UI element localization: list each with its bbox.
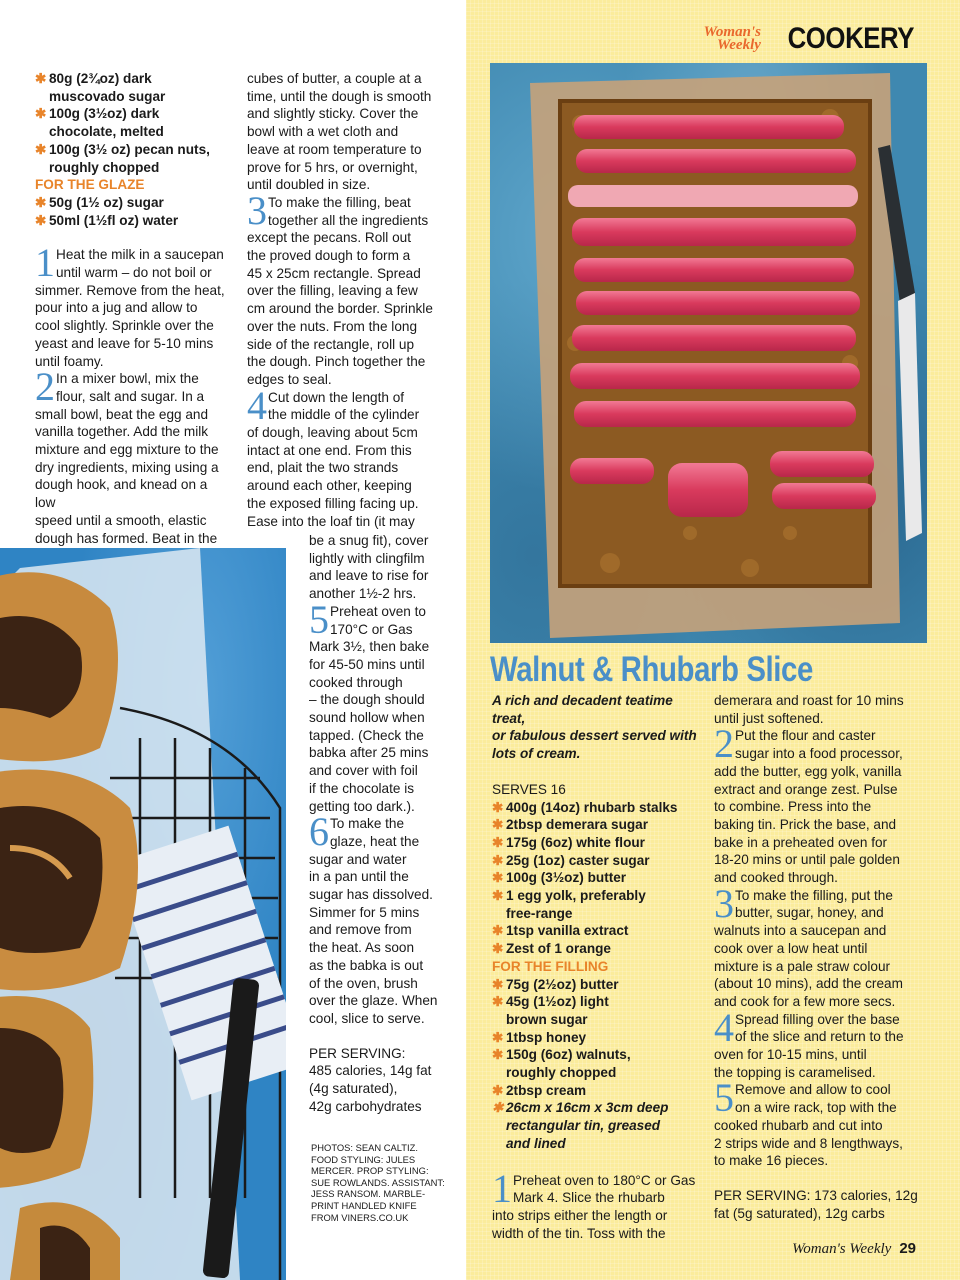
babka-step-4: 4 Cut down the length of the middle of the cylinder of dough, leaving about 5cm intact at one end. From this end, plait the two strands around each other, keeping the exposed filling facing up. Ease into the loaf tin (it may <box>247 382 420 529</box>
babka-step-5: 5 Preheat oven to 170°C or Gas Mark 3½, then bake for 45-50 mins until cooked through – the dough should sound hollow when tapped. (Check the babka after 25 mins and cover with foil if the chocolate is getting too dark.). <box>309 596 430 814</box>
ingredient-item: free-range <box>506 905 573 921</box>
babka-column-2: cubes of butter, a couple at a time, until the dough is smooth and slightly sticky. Cover the bowl with a wet cloth and leave at room temperature to prove for 5 hrs, or overnight, until doubled in size. 3 To make the filling, beat together all the ingredients except the pecans. Roll out the proved dough to form a 45 x 25cm rectangle. Spread over the filling, leaving a few cm around the border. Sprinkle over the nuts. From the long side of the rectangle, roll up the dough. Pinch together the edges to seal. 4 Cut down the length of the middle of the cylinder of dough, leaving about 5cm intact at one end. From this end, plait the two strands around each other, keeping the exposed filling facing up. Ease into the loaf tin (it may <box>247 70 452 530</box>
babka-column-2-narrow: be a snug fit), cover lightly with clingfilm and leave to rise for another 1½-2 hrs. 5 Preheat oven to 170°C or Gas Mark 3½, then bake for 45-50 mins until cooked through – the dough should sound hollow when tapped. (Check the babka after 25 mins and cover with foil if the chocolate is getting too dark.). 6 To make the glaze, heat the sugar and water in a pan until the sugar has dissolved. Simmer for 5 mins and remove from the heat. As soon as the babka is out of the oven, brush over the glaze. When cool, slice to serve. PER SERVING: 485 calories, 14g fat (4g saturated), 42g carbohydrates <box>309 532 459 1116</box>
babka-ingredients-list <box>35 70 230 229</box>
ingredient-item: ✱ 80g (2¾oz) dark <box>35 71 152 86</box>
ingredient-item: and lined <box>506 1135 566 1151</box>
asterisk-icon: ✱ <box>492 1100 504 1116</box>
rhubarb-slice-photo <box>490 63 927 643</box>
ingredient-item: ✱ 26cm x 16cm x 3cm deep <box>492 1100 669 1116</box>
masthead <box>704 22 914 56</box>
glaze-subheading: FOR THE GLAZE <box>35 177 145 193</box>
step-number: 5 <box>309 596 329 642</box>
asterisk-icon: ✱ <box>492 976 504 992</box>
slice-ingredients-list <box>492 799 704 1153</box>
asterisk-icon: ✱ <box>492 852 504 868</box>
page-number: 29 <box>899 1240 916 1257</box>
photo-credits: PHOTOS: SEAN CALTIZ. FOOD STYLING: JULES MERCER. PROP STYLING: SUE ROWLANDS. ASSISTANT: JESS RANSOM. MARBLE- PRINT HANDLED KNIFE FROM VINERS.CO.UK <box>311 1142 445 1223</box>
magazine-logo <box>704 26 761 52</box>
step-number: 1 <box>35 240 55 286</box>
ingredient-item: roughly chopped <box>49 159 160 175</box>
ingredient-item: muscovado sugar <box>49 88 166 104</box>
babka-step-2: 2 In a mixer bowl, mix the flour, salt and sugar. In a small bowl, beat the egg and vanilla together. Add the milk mixture and egg mixture to the dry ingredients, mixing using a dough hook, and knead on a low speed until a smooth, elastic dough has formed. Beat in the <box>35 364 219 546</box>
step-number: 5 <box>714 1075 734 1121</box>
ingredient-item: roughly chopped <box>506 1065 617 1081</box>
asterisk-icon: ✱ <box>492 994 504 1010</box>
ingredient-item: ✱ 2tbsp demerara sugar <box>492 817 649 833</box>
ingredient-item: ✱ 45g (1½oz) light <box>492 994 609 1010</box>
step-number: 4 <box>714 1004 734 1050</box>
step-number: 4 <box>247 382 267 428</box>
logo-line-1: Woman's <box>703 24 761 40</box>
slice-step-3: 3 To make the filling, put the butter, sugar, honey, and walnuts into a saucepan and cook over a low heat until mixture is a pale straw colour (about 10 mins), add the cream and cook for a few more secs. <box>714 880 903 1009</box>
babka-per-serving: PER SERVING: 485 calories, 14g fat (4g saturated), 42g carbohydrates <box>309 1045 432 1114</box>
ingredient-item: ✱ 150g (6oz) walnuts, <box>492 1047 631 1063</box>
ingredient-item: ✱ 100g (3½oz) butter <box>492 870 627 886</box>
ingredient-item: ✱ 175g (6oz) white flour <box>492 834 645 850</box>
asterisk-icon: ✱ <box>492 941 504 957</box>
step-number: 3 <box>247 187 267 233</box>
slice-step-1: 1 Preheat oven to 180°C or Gas Mark 4. Slice the rhubarb into strips either the length or width of the tin. Toss with the <box>492 1165 696 1241</box>
serves-count: SERVES 16 <box>492 781 566 797</box>
babka-step-1: 1 Heat the milk in a saucepan until warm – do not boil or simmer. Remove from the heat, pour into a jug and allow to cool slightly. Sprinkle over the yeast and leave for 5-10 mins until foamy. <box>35 240 225 369</box>
ingredient-item: ✱ 50g (1½ oz) sugar <box>35 194 164 210</box>
page-footer <box>792 1240 916 1258</box>
slice-per-serving: PER SERVING: 173 calories, 12g fat (5g saturated), 12g carbs <box>714 1187 918 1221</box>
logo-line-2: Weekly <box>717 37 761 53</box>
section-title: COOKERY <box>787 22 914 55</box>
ingredient-item: ✱ 100g (3½oz) dark <box>35 106 160 122</box>
asterisk-icon: ✱ <box>35 106 47 122</box>
babka-photo <box>0 548 286 1280</box>
ingredient-item: ✱ 1tbsp honey <box>492 1029 587 1045</box>
ingredient-item: brown sugar <box>506 1011 588 1027</box>
ingredient-item: ✱ 100g (3½ oz) pecan nuts, <box>35 141 210 157</box>
recipe-intro: A rich and decadent teatime treat, or fabulous dessert served with lots of cream. <box>492 693 697 762</box>
ingredient-item: ✱ 75g (2½oz) butter <box>492 976 619 992</box>
step-number: 1 <box>492 1165 512 1211</box>
asterisk-icon: ✱ <box>35 141 47 157</box>
ingredient-item: ✱ 1tsp vanilla extract <box>492 923 629 939</box>
asterisk-icon: ✱ <box>492 1082 504 1098</box>
asterisk-icon: ✱ <box>492 923 504 939</box>
step-number: 2 <box>714 721 734 767</box>
slice-step-4: 4 Spread filling over the base of the slice and return to the oven for 10-15 mins, until the topping is caramelised. <box>714 1004 904 1080</box>
asterisk-icon: ✱ <box>35 212 47 228</box>
recipe-title: Walnut & Rhubarb Slice <box>490 650 813 689</box>
babka-illustration <box>0 548 286 1280</box>
babka-column-1 <box>35 70 230 547</box>
ingredient-item: ✱ 25g (1oz) caster sugar <box>492 852 650 868</box>
slice-column-2: demerara and roast for 10 mins until just softened. 2 Put the flour and caster sugar into a food processor, add the butter, egg yolk, vanilla extract and orange zest. Pulse to combine. Press into the baking tin. Prick the base, and bake in a preheated oven for 18-20 mins or until pale golden and cooked through. 3 To make the filling, put the butter, sugar, honey, and walnuts into a saucepan and cook over a low heat until mixture is a pale straw colour (about 10 mins), add the cream and cook for a few more secs. 4 Spread filling over the base of the slice and return to the oven for 10-15 mins, until the topping is caramelised. 5 Remove and allow to cool on a wire rack, top with the cooked rhubarb and cut into 2 strips wide and 8 lengthways, to make 16 pieces. PER SERVING: 173 calories, 12g fat (5g saturated), 12g carbs <box>714 693 918 1221</box>
ingredient-item: rectangular tin, greased <box>506 1118 661 1134</box>
babka-step-3: 3 To make the filling, beat together all the ingredients except the pecans. Roll out the proved dough to form a 45 x 25cm rectangle. Spread over the filling, leaving a few cm around the border. Sprinkle over the nuts. From the long side of the rectangle, roll up the dough. Pinch together the edges to seal. <box>247 187 433 387</box>
step-number: 2 <box>35 364 55 410</box>
step-number: 3 <box>714 880 734 926</box>
rhubarb-slice-illustration <box>490 63 927 643</box>
ingredient-item: ✱ 1 egg yolk, preferably <box>492 888 646 904</box>
asterisk-icon: ✱ <box>492 1029 504 1045</box>
slice-column-1 <box>492 692 704 1242</box>
asterisk-icon: ✱ <box>492 888 504 904</box>
asterisk-icon: ✱ <box>492 799 504 815</box>
slice-step-5: 5 Remove and allow to cool on a wire rack, top with the cooked rhubarb and cut into 2 strips wide and 8 lengthways, to make 16 pieces. <box>714 1075 903 1169</box>
asterisk-icon: ✱ <box>35 71 47 86</box>
asterisk-icon: ✱ <box>492 870 504 886</box>
footer-brand: Woman's Weekly <box>792 1241 892 1257</box>
ingredient-item: ✱ 400g (14oz) rhubarb stalks <box>492 799 678 815</box>
asterisk-icon: ✱ <box>492 834 504 850</box>
asterisk-icon: ✱ <box>492 817 504 833</box>
slice-step-2: 2 Put the flour and caster sugar into a food processor, add the butter, egg yolk, vanilla extract and orange zest. Pulse to combine. Press into the baking tin. Prick the base, and bake in a preheated oven for 18-20 mins or until pale golden and cooked through. <box>714 721 903 886</box>
ingredient-item: ✱ 50ml (1½fl oz) water <box>35 212 179 228</box>
ingredient-item: ✱ Zest of 1 orange <box>492 941 611 957</box>
asterisk-icon: ✱ <box>492 1047 504 1063</box>
step-number: 6 <box>309 809 329 855</box>
asterisk-icon: ✱ <box>35 194 47 210</box>
ingredient-item: chocolate, melted <box>49 124 164 140</box>
ingredient-item: ✱ 2tbsp cream <box>492 1082 587 1098</box>
filling-subheading: FOR THE FILLING <box>492 958 609 974</box>
babka-step-6: 6 To make the glaze, heat the sugar and water in a pan until the sugar has dissolved. Simmer for 5 mins and remove from the heat. As soon as the babka is out of the oven, brush over the glaze. When cool, slice to serve. <box>309 809 438 1026</box>
